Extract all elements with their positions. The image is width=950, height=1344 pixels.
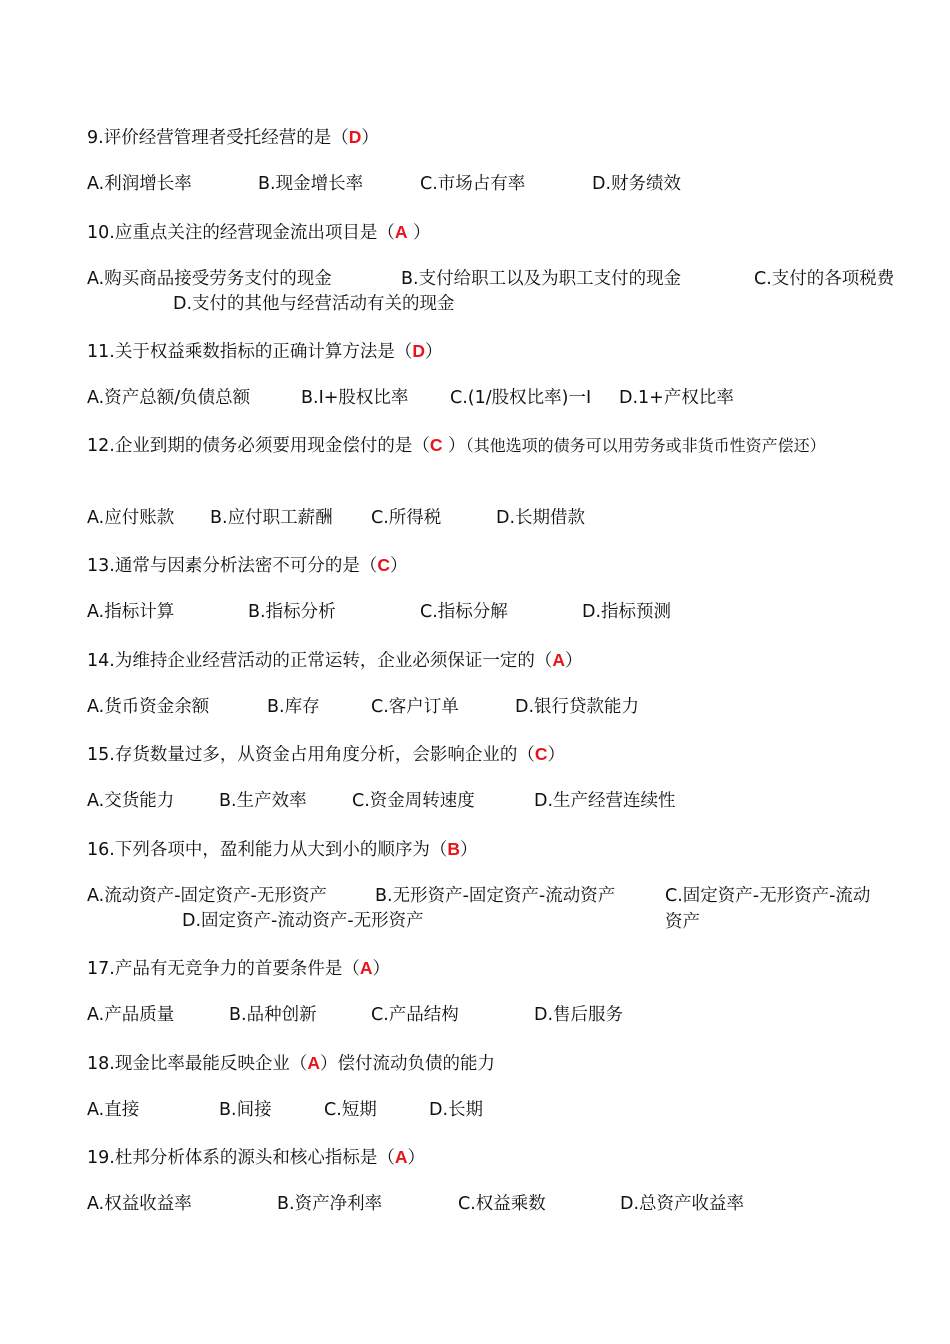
question-stem-end: ） xyxy=(372,959,390,979)
question-stem: 16.下列各项中，盈利能力从大到小的顺序为（ xyxy=(87,840,448,860)
question-stem: 13.通常与因素分析法密不可分的是（ xyxy=(87,556,378,576)
option-b: B.库存 xyxy=(267,697,320,717)
option-d: D.财务绩效 xyxy=(592,174,682,194)
option-d: D.售后服务 xyxy=(534,1005,624,1025)
question-13 xyxy=(87,552,407,579)
option-a: A.购买商品接受劳务支付的现金 xyxy=(87,269,332,289)
option-b: B.I+股权比率 xyxy=(301,388,409,408)
question-14 xyxy=(87,647,582,674)
option-c: C.市场占有率 xyxy=(420,174,526,194)
question-stem-end: ） xyxy=(564,651,583,671)
question-stem-end: ） xyxy=(459,840,478,860)
option-a: A.指标计算 xyxy=(87,602,175,622)
option-b: B.生产效率 xyxy=(219,791,307,811)
question-11 xyxy=(87,338,442,365)
option-c: C.权益乘数 xyxy=(458,1194,546,1214)
answer-mark: D xyxy=(412,341,425,361)
answer-mark: A xyxy=(552,650,565,670)
question-stem: 14.为维持企业经营活动的正常运转，企业必须保证一定的（ xyxy=(87,651,553,671)
option-a: A.产品质量 xyxy=(87,1005,175,1025)
answer-mark: D xyxy=(348,127,362,147)
option-c: C.支付的各项税费 xyxy=(754,269,895,289)
answer-mark: B xyxy=(447,839,460,859)
question-note: （其他选项的债务可以用劳务或非货币性资产偿还） xyxy=(465,436,826,455)
question-stem-end: ）偿付流动负债的能力 xyxy=(319,1054,495,1074)
option-a: A.交货能力 xyxy=(87,791,175,811)
answer-mark: A xyxy=(394,222,408,242)
question-stem-end: ） xyxy=(547,745,565,765)
question-stem-end: ） xyxy=(424,342,443,362)
question-stem-end: ） xyxy=(407,1148,425,1168)
option-c: C.所得税 xyxy=(371,508,442,528)
question-15 xyxy=(87,741,565,768)
question-stem-end: ） xyxy=(361,128,379,148)
option-d: D.银行贷款能力 xyxy=(515,697,640,717)
option-b: B.间接 xyxy=(219,1100,272,1120)
answer-mark: A xyxy=(394,1147,408,1167)
question-stem: 15.存货数量过多，从资金占用角度分析，会影响企业的（ xyxy=(87,745,535,765)
option-a: A.资产总额/负债总额 xyxy=(87,388,251,408)
option-d: D.支付的其他与经营活动有关的现金 xyxy=(173,294,455,314)
question-10 xyxy=(87,219,431,246)
option-c: C.客户订单 xyxy=(371,697,459,717)
option-c: C.资金周转速度 xyxy=(352,791,475,811)
answer-mark: A xyxy=(307,1053,320,1073)
option-d: D.总资产收益率 xyxy=(620,1194,745,1214)
question-stem-end: ） xyxy=(389,556,408,576)
option-b: B.无形资产-固定资产-流动资产 xyxy=(375,886,616,906)
option-b: B.指标分析 xyxy=(248,602,336,622)
option-a: A.流动资产-固定资产-无形资产 xyxy=(87,886,327,906)
option-d: D.长期 xyxy=(429,1100,484,1120)
option-a: A.货币资金余额 xyxy=(87,697,210,717)
option-c: C.产品结构 xyxy=(371,1005,459,1025)
option-c: C.固定资产-无形资产-流动资产 xyxy=(665,886,871,932)
question-stem: 9.评价经营管理者受托经营的是（ xyxy=(87,128,349,148)
question-17 xyxy=(87,955,390,982)
question-12 xyxy=(87,432,872,459)
question-18 xyxy=(87,1050,495,1077)
option-a: A.权益收益率 xyxy=(87,1194,192,1214)
option-a: A.直接 xyxy=(87,1100,140,1120)
option-d: D.长期借款 xyxy=(496,508,586,528)
option-b: B.应付职工薪酬 xyxy=(210,508,333,528)
question-stem: 18.现金比率最能反映企业（ xyxy=(87,1054,308,1074)
answer-mark: A xyxy=(359,958,373,978)
answer-mark: C xyxy=(534,744,548,764)
option-b: B.资产净利率 xyxy=(277,1194,383,1214)
option-d: D.1+产权比率 xyxy=(619,388,734,408)
option-b: B.品种创新 xyxy=(229,1005,317,1025)
question-9 xyxy=(87,124,379,151)
question-stem: 10.应重点关注的经营现金流出项目是（ xyxy=(87,223,395,243)
question-stem-end: ） xyxy=(407,223,431,243)
question-stem: 11.关于权益乘数指标的正确计算方法是（ xyxy=(87,342,413,362)
question-stem: 17.产品有无竞争力的首要条件是（ xyxy=(87,959,360,979)
question-19 xyxy=(87,1144,425,1171)
option-c: C.(1/股权比率)一I xyxy=(450,388,592,408)
option-c: C.指标分解 xyxy=(420,602,508,622)
answer-mark: C xyxy=(377,555,390,575)
option-d: D.指标预测 xyxy=(582,602,672,622)
question-stem: 19.杜邦分析体系的源头和核心指标是（ xyxy=(87,1148,395,1168)
option-d: D.固定资产-流动资产-无形资产 xyxy=(182,911,424,931)
option-d: D.生产经营连续性 xyxy=(534,791,676,811)
question-16 xyxy=(87,836,477,863)
option-b: B.支付给职工以及为职工支付的现金 xyxy=(401,269,682,289)
question-stem-end: ） xyxy=(442,436,466,456)
question-stem: 12.企业到期的债务必须要用现金偿付的是（ xyxy=(87,436,430,456)
option-b: B.现金增长率 xyxy=(258,174,364,194)
option-c: C.短期 xyxy=(324,1100,377,1120)
option-a: A.利润增长率 xyxy=(87,174,192,194)
answer-mark: C xyxy=(429,435,443,455)
option-a: A.应付账款 xyxy=(87,508,175,528)
